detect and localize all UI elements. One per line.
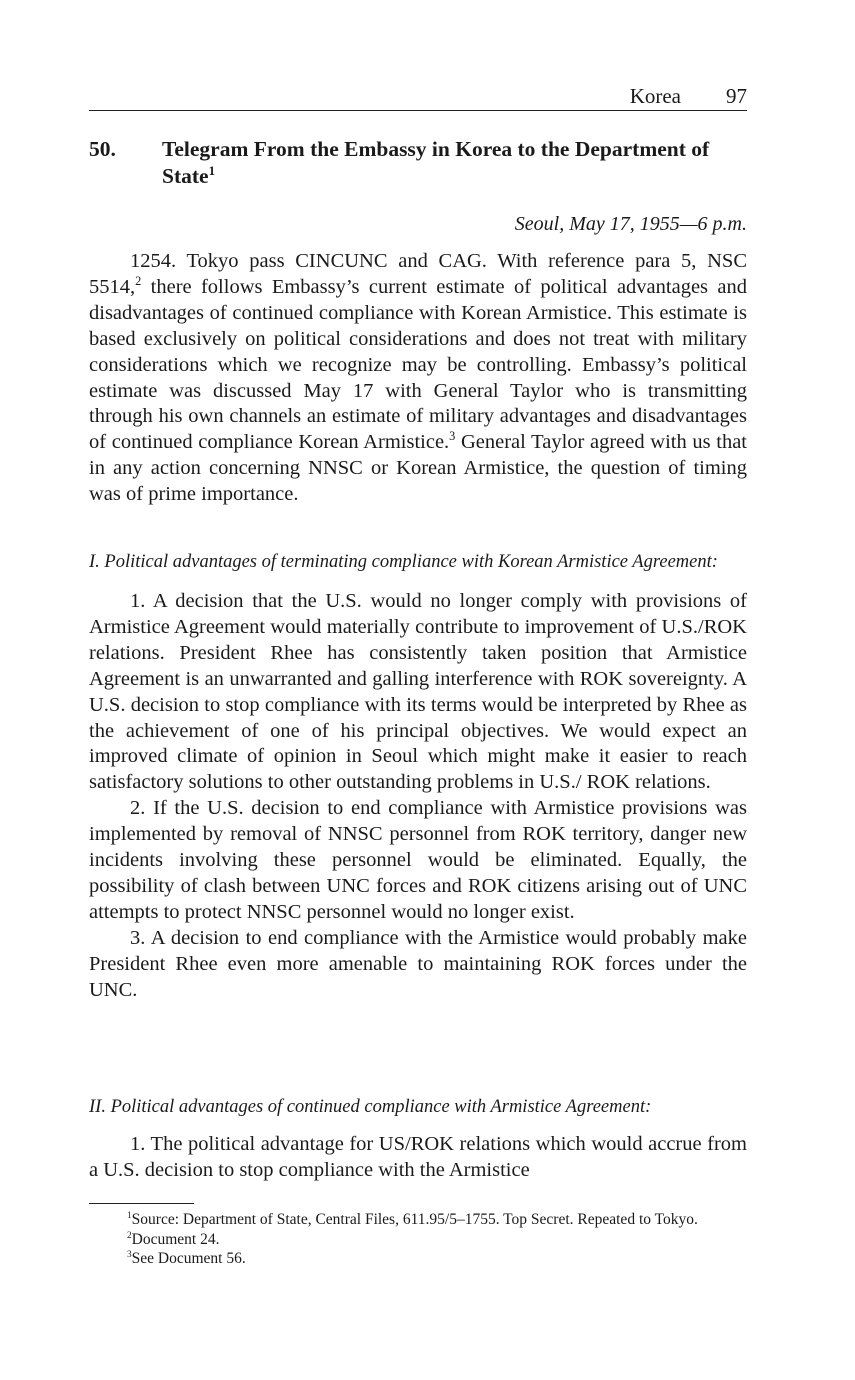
section-1-heading: I. Political advantages of terminating compliance with Korean Armistice Agreement:: [89, 552, 718, 572]
footnote-3-text: See Document 56.: [131, 1250, 246, 1267]
section-2-heading: II. Political advantages of continued compliance with Armistice Agreement:: [89, 1097, 652, 1117]
footnote-3-marker: 3: [127, 1249, 132, 1260]
section-2-item: 1. The political advantage for US/ROK relations which would accrue from a U.S. decision to stop compliance with the Armistice: [89, 1133, 747, 1181]
footnote-1-text: Source: Department of State, Central Files, 611.95/5–1755. Top Secret. Repeated to Tokyo.: [131, 1211, 698, 1228]
footnote-2: [89, 1230, 749, 1250]
document-title: [162, 136, 749, 190]
footnote-3: [89, 1249, 749, 1269]
section-1-items: [89, 589, 747, 1004]
footnote-1: [89, 1210, 749, 1230]
intro-paragraph-block: [89, 249, 747, 508]
page-number: 97: [726, 84, 747, 108]
intro-text-1: 1254. Tokyo pass CINCUNC and CAG. With reference para 5, NSC 5514,: [89, 250, 747, 298]
section-1-item: 2. If the U.S. decision to end compliance with Armistice provisions was implemented by removal of NNSC personnel from ROK territory, danger new incidents involving these personnel would be eliminated. Equally, the possibility of clash between UNC forces and ROK citizens arising out of UNC attempts to protect NNSC personnel would no longer exist.: [89, 797, 747, 923]
intro-text-2: there follows Embassy’s current estimate of political advantages and disadvantages of continued compliance with Korean Armistice. This estimate is based exclusively on political considerations and does not treat with military considerations which we recognize may be controlling. Embassy’s political estimate was discussed May 17 with General Taylor who is transmitting through his own channels an estimate of military advantages and disadvantages of continued compliance Korean Armistice.: [89, 275, 747, 454]
footnote-2-text: Document 24.: [131, 1230, 220, 1248]
intro-text-3: General Taylor agreed with us that in any action concerning NNSC or Korean Armistice, the question of timing was of prime importance.: [89, 431, 747, 506]
section-2-items: [89, 1132, 747, 1184]
document-number: 50.: [89, 137, 116, 161]
footnotes: [89, 1210, 749, 1269]
section-1-item: 1. A decision that the U.S. would no longer comply with provisions of Armistice Agreement would materially contribute to improvement of U.S./ROK relations. President Rhee has consistently taken position that Armistice Agreement is an unwarranted and galling interference with ROK sovereignty. A U.S. decision to stop compliance with its terms would be interpreted by Rhee as the achievement of one of his principal objectives. We would expect an improved climate of opinion in Seoul which might make it easier to reach satisfactory solutions to other outstanding problems in U.S./ ROK relations.: [89, 590, 747, 794]
footnote-ref-3: 3: [449, 429, 456, 444]
running-title: Korea: [629, 84, 681, 108]
dateline: Seoul, May 17, 1955—6 p.m.: [514, 213, 747, 235]
footnote-1-marker: 1: [127, 1210, 132, 1221]
footnote-2-marker: 2: [127, 1230, 132, 1241]
document-heading: [89, 136, 749, 190]
running-header: [89, 82, 747, 111]
section-1-item: 3. A decision to end compliance with the Armistice would probably make President Rhee even more amenable to maintaining ROK forces under the UNC.: [89, 926, 747, 1001]
document-title-text: Telegram From the Embassy in Korea to the Department of State: [162, 137, 710, 188]
footnote-ref-1: 1: [208, 163, 216, 178]
footnote-ref-2: 2: [135, 274, 142, 289]
intro-paragraph: [89, 249, 747, 508]
footnote-divider: [89, 1203, 194, 1204]
